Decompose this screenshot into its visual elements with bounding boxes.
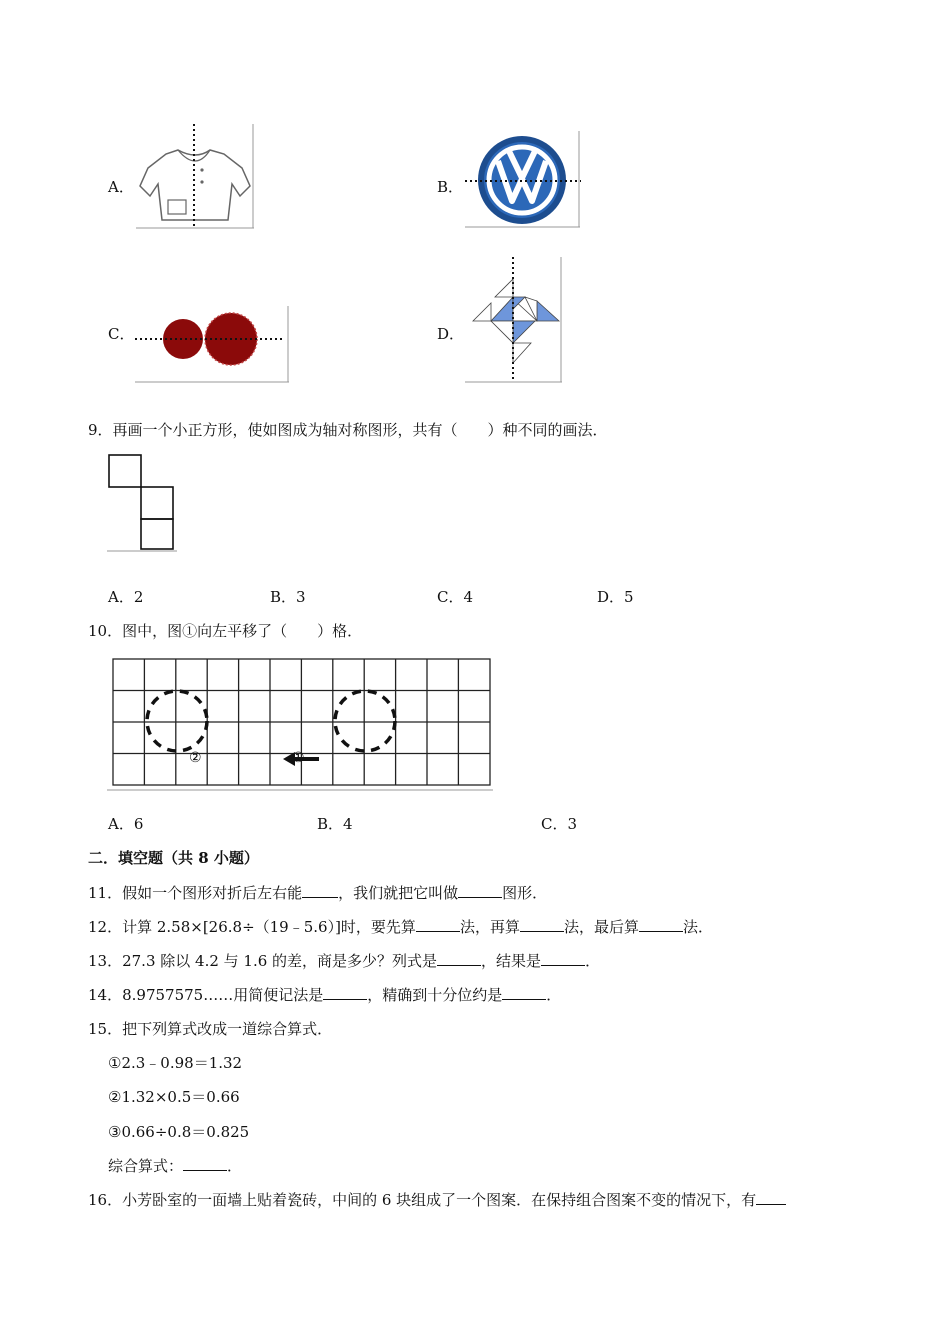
two-red-circles: [135, 306, 290, 384]
q14: [88, 985, 561, 1005]
q9-option-c: C．4: [437, 588, 474, 606]
q13-part-3: ．: [585, 952, 601, 970]
answer-blank[interactable]: [437, 951, 481, 966]
q10-option-b: B．4: [317, 815, 353, 833]
q13-part-1: 13．27.3 除以 4.2 与 1.6 的差，商是多少？列式是: [88, 952, 438, 970]
q15-text: 15．把下列算式改成一道综合算式．: [88, 1020, 333, 1038]
q16: [88, 1190, 786, 1210]
q10-option-c: C．3: [541, 815, 578, 833]
pinwheel: [465, 257, 565, 384]
q9-squares-figure: [107, 453, 179, 553]
q8-option-c-label: C．: [108, 325, 135, 343]
q15-line-1: ①2.3﹣0.98＝1.32: [108, 1054, 243, 1072]
q12: [88, 917, 713, 937]
q15-combined: [108, 1156, 242, 1176]
answer-blank[interactable]: [302, 883, 338, 898]
answer-blank[interactable]: [502, 985, 546, 1000]
q8-option-a-label: A．: [108, 178, 134, 196]
q15-combined-end: ．: [227, 1157, 243, 1175]
q14-part-1: 14．8.9757575……用简便记法是: [88, 986, 324, 1004]
q8-option-d-label: D．: [437, 325, 465, 343]
q12-part-1: 12．计算 2.58×[26.8÷（19﹣5.6）]时，要先算: [88, 918, 416, 936]
q15-line-2: ②1.32×0.5＝0.66: [108, 1088, 240, 1106]
q9-option-b: B．3: [270, 588, 306, 606]
answer-blank[interactable]: [639, 917, 683, 932]
q11-part-1: 11．假如一个图形对折后左右能: [88, 884, 303, 902]
q14-part-2: ，精确到十分位约是: [367, 986, 503, 1004]
q9-option-d: D．5: [597, 588, 634, 606]
q13: [88, 951, 600, 971]
section-2-title: 二．填空题（共 8 小题）: [88, 849, 259, 867]
q14-part-3: ．: [546, 986, 562, 1004]
shirt-figure: [136, 124, 256, 230]
vw-logo: [465, 131, 581, 229]
q10-label-2: ②: [189, 750, 202, 766]
q10-grid-figure: [107, 655, 495, 793]
q10-option-a: A．6: [108, 815, 144, 833]
q16-text: 16．小芳卧室的一面墙上贴着瓷砖，中间的 6 块组成了一个图案．在保持组合图案不变的情况下，有: [88, 1191, 757, 1209]
answer-blank[interactable]: [183, 1156, 227, 1171]
q9-text: 9．再画一个小正方形，使如图成为轴对称图形，共有（ ）种不同的画法．: [88, 421, 608, 439]
answer-blank[interactable]: [541, 951, 585, 966]
answer-blank[interactable]: [520, 917, 564, 932]
q11: [88, 883, 547, 903]
q9-option-a: A．2: [108, 588, 144, 606]
answer-blank[interactable]: [323, 985, 367, 1000]
q10-label-1: ①: [292, 750, 305, 766]
q11-part-2: ，我们就把它叫做: [338, 884, 459, 902]
q11-part-3: 图形．: [502, 884, 548, 902]
answer-blank[interactable]: [416, 917, 460, 932]
q15-combined-label: 综合算式：: [108, 1157, 184, 1175]
q12-part-3: 法，最后算: [563, 918, 639, 936]
q8-option-b-label: B．: [437, 178, 464, 196]
q15-line-3: ③0.66÷0.8＝0.825: [108, 1123, 250, 1141]
q13-part-2: ，结果是: [481, 952, 542, 970]
answer-blank[interactable]: [458, 883, 502, 898]
q12-part-4: 法．: [682, 918, 713, 936]
q12-part-2: 法，再算: [459, 918, 520, 936]
q10-text: 10．图中，图①向左平移了（ ）格．: [88, 622, 363, 640]
answer-blank[interactable]: [756, 1190, 786, 1205]
